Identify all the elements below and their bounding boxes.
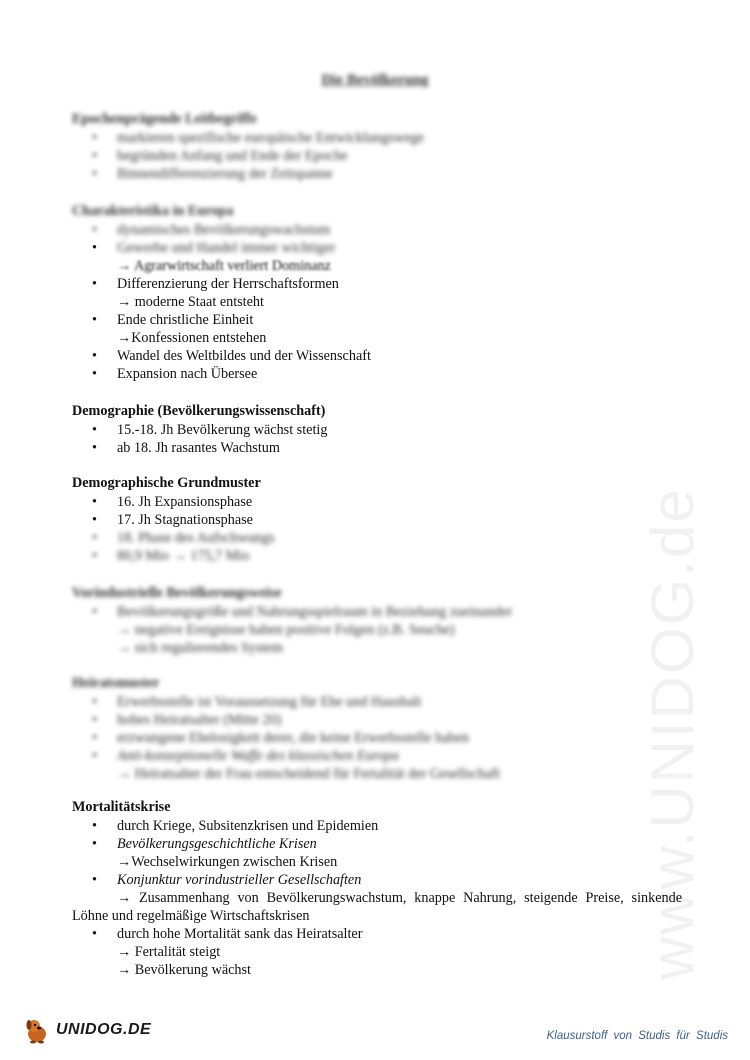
page-title: Die Bevölkerung <box>321 72 429 88</box>
list-item-subtext: → sich regulierendes System <box>117 640 283 656</box>
bullet-list <box>72 493 682 565</box>
list-item <box>72 311 682 347</box>
bullet-list <box>72 129 682 183</box>
list-item <box>72 421 682 439</box>
list-item <box>72 493 682 511</box>
list-item <box>72 365 682 383</box>
list-item <box>72 347 682 365</box>
bullet-list <box>72 693 682 783</box>
list-item <box>72 147 682 165</box>
list-item <box>72 871 682 925</box>
list-item <box>72 239 682 275</box>
section-heading: Epochenprägende Leitbegriffe <box>72 111 257 127</box>
section-demographie <box>72 402 682 457</box>
list-item <box>72 165 682 183</box>
list-item-text: • Konjunktur vorindustrieller Gesellschaften <box>117 872 362 888</box>
list-item-subtext: → Bevölkerung wächst <box>117 962 251 978</box>
list-item-text: erzwungene Ehelosigkeit derer, die keine Erwerbsstelle haben <box>117 730 469 746</box>
list-item-text: 17. Jh Stagnationsphase <box>117 512 253 528</box>
bullet-list <box>72 817 682 979</box>
list-item-text: Differenzierung der Herrschaftsformen <box>117 276 339 292</box>
dog-icon <box>22 1015 52 1045</box>
unidog-logo[interactable] <box>22 1015 151 1045</box>
watermark: www.UNIDOG.de <box>639 487 706 980</box>
list-item-text: • Gewerbe und Handel immer wichtiger <box>117 240 336 256</box>
section-grundmuster <box>72 474 682 565</box>
list-item-text: 80,9 Mio → 175,7 Mio <box>117 548 250 564</box>
list-item-text: Erwerbsstelle ist Voraussetzung für Ehe und Haushalt <box>117 694 422 710</box>
section-heading: Mortalitätskrise <box>72 799 171 815</box>
list-item-subtext: → moderne Staat entsteht <box>117 294 264 310</box>
list-item <box>72 529 682 547</box>
list-item-text: begründen Anfang und Ende der Epoche <box>117 148 348 164</box>
section-heading: Vorindustrielle Bevölkerungsweise <box>72 585 282 601</box>
section-heading: Demographie (Bevölkerungswissenschaft) <box>72 403 326 419</box>
list-item <box>72 711 682 729</box>
section-charakteristika <box>72 202 682 383</box>
list-item-text: Binnendifferenzierung der Zeitspanne <box>117 166 333 182</box>
list-item-subtext: → Agrarwirtschaft verliert Dominanz <box>117 258 331 274</box>
list-item-subtext: → Zusammenhang von Bevölkerungswachstum, knappe Nahrung, steigende Preise, sinkende Löhne und regelmäßige Wirtschaftskrisen <box>72 890 682 924</box>
list-item <box>72 925 682 979</box>
list-item-text: durch hohe Mortalität sank das Heiratsalter <box>117 926 363 942</box>
section-heading: Demographische Grundmuster <box>72 475 261 491</box>
list-item-subtext: →Konfessionen entstehen <box>117 330 267 346</box>
bullet-list <box>72 421 682 457</box>
list-item-text: Bevölkerungsgröße und Nahrungsspielraum in Beziehung zueinander <box>117 604 513 620</box>
list-item-text: 18. Phase des Aufschwungs <box>117 530 275 546</box>
list-item-text: Bevölkerungsgeschichtliche Krisen <box>117 836 317 852</box>
list-item-text: Wandel des Weltbildes und der Wissenschaft <box>117 348 371 364</box>
list-item <box>72 547 682 565</box>
list-item-text: dynamisches Bevölkerungswachstum <box>117 222 331 238</box>
section-mortalitaetskrise <box>72 798 682 979</box>
list-item-text: Expansion nach Übersee <box>117 366 258 382</box>
logo-text: UNIDOG.DE <box>56 1021 152 1038</box>
section-heading: Charakteristika in Europa <box>72 203 234 219</box>
section-heiratsmuster <box>72 674 682 783</box>
list-item <box>72 275 682 311</box>
list-item-subtext: → Heiratsalter der Frau entscheidend für Fertalität der Gesellschaft <box>117 766 500 782</box>
list-item <box>72 817 682 835</box>
list-item <box>72 835 682 871</box>
list-item-subtext: →Wechselwirkungen zwischen Krisen <box>117 854 338 870</box>
list-item-text: 16. Jh Expansionsphase <box>117 494 253 510</box>
list-item <box>72 439 682 457</box>
footer-tagline: Klausurstoff von Studis für Studis <box>546 1030 728 1042</box>
section-heading: Heiratsmuster <box>72 675 160 691</box>
list-item <box>72 747 682 783</box>
bullet-list <box>72 603 682 657</box>
section-leitbegriffe <box>72 110 682 183</box>
list-item-subtext: → negative Ereignisse haben positive Folgen (z.B. Seuche) <box>117 622 455 638</box>
list-item <box>72 693 682 711</box>
list-item-text: 15.-18. Jh Bevölkerung wächst stetig <box>117 422 328 438</box>
section-bevoelkerungsweise <box>72 584 682 657</box>
list-item-text: Anti-konzeptionelle Waffe des klassischen Europa <box>117 748 399 764</box>
list-item <box>72 129 682 147</box>
list-item <box>72 511 682 529</box>
bullet-list <box>72 221 682 383</box>
list-item <box>72 729 682 747</box>
list-item-text: markieren spezifische europäische Entwicklungswege <box>117 130 424 146</box>
list-item-text: ab 18. Jh rasantes Wachstum <box>117 440 280 456</box>
list-item <box>72 603 682 657</box>
list-item-subtext: → Fertalität steigt <box>117 944 221 960</box>
list-item-text: durch Kriege, Subsitenzkrisen und Epidemien <box>117 818 379 834</box>
list-item <box>72 221 682 239</box>
list-item-text: hohes Heiratsalter (Mitte 20) <box>117 712 282 728</box>
list-item-text: Ende christliche Einheit <box>117 312 254 328</box>
